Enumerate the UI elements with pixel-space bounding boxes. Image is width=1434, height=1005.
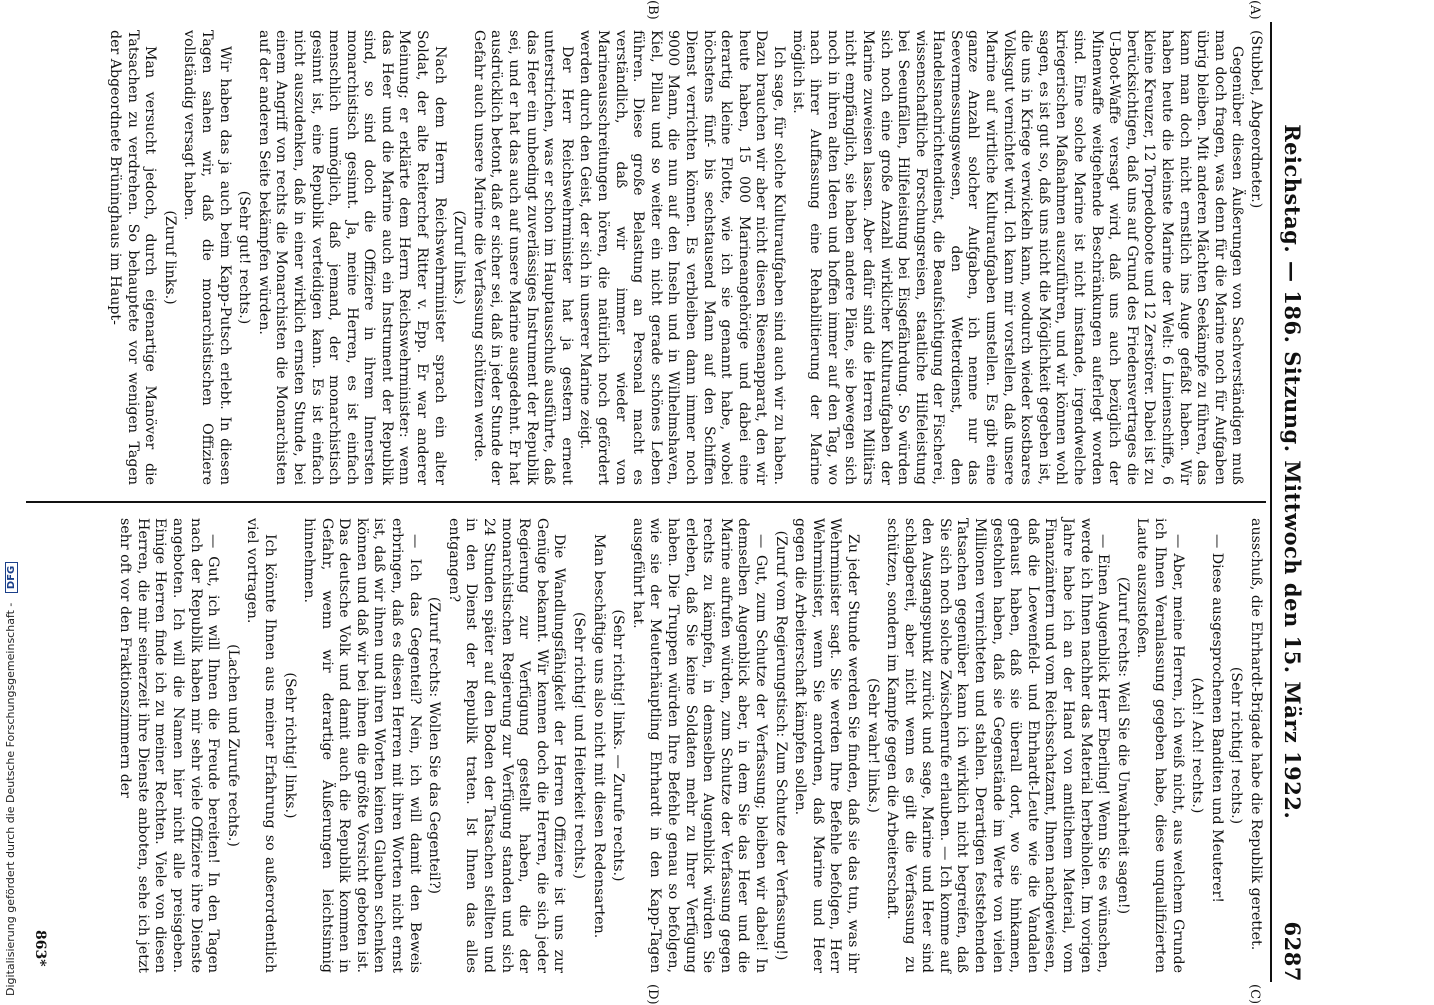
paragraph: Man versucht jedoch, durch eigenartige Manöver die Tatsachen zu verdrehen. So behauptete vor wenigen Tagen der Abgeordnete Brüninghaus im Haupt- bbox=[107, 30, 159, 485]
interjection: (Zuruf links.) bbox=[161, 210, 178, 305]
header-page-number: 6287 bbox=[1280, 921, 1306, 982]
paragraph: Wir haben das ja auch beim Kapp-Putsch erlebt. In diesen Tagen sahen wir, daß die monarchistischen Offiziere vollständig versagt haben. bbox=[181, 30, 233, 485]
interjection: (Sehr richtig! rechts.) bbox=[1228, 666, 1245, 825]
paragraph: Nach dem Herrn Reichswehrminister sprach ein alter Soldat, der alte Reiterchef Ritter v. Epp. Er war anderer Meinung; er erklärte dem Herrn Reichswehrminister: wenn das Heer und die Marine auch ein Instrument der Republik sind, so sind doch die Offiziere in ihrem Innersten monarchistisch gesinnt. Ja, meine Herren, es ist einfach menschlich unmöglich, daß jemand, der monarchistisch gesinnt ist, eine Republik verteidigen kann. Es ist einfach nicht auszudenken, daß in einer wirklich ernsten Stunde, bei einem Angriff von rechts die Monarchisten die Monarchisten auf der anderen Seite bekämpfen würden. bbox=[255, 30, 448, 485]
page-header bbox=[1276, 22, 1310, 982]
interjection: (Sehr richtig! links.) bbox=[281, 672, 298, 819]
rotated-document-page bbox=[20, 0, 1310, 1005]
paragraph: — Einen Augenblick Herr Eberling! Wenn Sie es wünschen, werde ich Ihnen nachher das Material herbeiholen. Im vorigen Jahre habe ich an der Hand von amtlichem Material, vom Finanzämtern und vom Reichsschatzamt, Ihnen nachgewiesen, daß die Loewenfeld- und Ehrhardt-Leute wie die Vandalen gehaust haben, daß sie überall dort, wo sie hinkamen, gestohlen haben, daß sie Gegenstände im Werte von vielen Millionen vernichteten und stahlen. Derartigen feststehenden Tatsachen gegenüber kann ich wirklich nicht begreifen, daß Sie sich noch solche Zwischenrufe erlauben. — Ich komme auf den Ausgangspunkt zurück und sage, Marine und Heer sind schlagbereit, aber nicht wenn es gilt die Verfassung zu schützen, sondern im Kampfe gegen die Arbeiterschaft. bbox=[884, 518, 1112, 973]
paragraph: — Aber, meine Herren, ich weiß nicht, aus welchem Grunde ich Ihnen Veranlassung gegeben habe, diese unqualifizierten Laute auszustoßen. bbox=[1134, 518, 1186, 973]
paragraph: Ich könnte Ihnen aus meiner Erfahrung so außerordentlich viel vortragen. bbox=[244, 518, 278, 973]
paragraph: — Ich das Gegenteil? Nein, ich will damit den Beweis erbringen, daß es diesen Herren mit ihren Worten nicht ernst ist, daß wir ihnen und ihren Worten keinen Glauben schenken können und daß wir bei ihnen die größte Vorsicht geboten ist. Das deutsche Volk und damit auch die Republik kommen in Gefahr, wenn wir derartige Äußerungen leichtsinnig hinnehmen. bbox=[301, 518, 423, 973]
paragraph: ausschuß, die Ehrhardt-Brigade habe die Republik gerettet. bbox=[1248, 518, 1264, 951]
footer-page-ref: 863* bbox=[32, 930, 48, 967]
left-column bbox=[104, 30, 1264, 485]
paragraph: Die Wandlungsfähigkeit der Herren Offiziere ist uns zur Genüge bekannt. Wir kennen doch die Herren, die sich jeder Regierung zur Verfügung gestellt haben, die der monarchistischen Regierung zur Verfügung standen und sich 24 Stunden später auf den Boden der Tatsachen stellten und in den Dienst der Republik traten. Ist Ihnen das alles entgangen? bbox=[445, 518, 568, 973]
margin-marker-b: (B) bbox=[645, 0, 660, 20]
header-rule bbox=[1270, 22, 1272, 982]
interjection: (Zuruf rechts: Weil Sie die Unwahrheit sagen!) bbox=[1114, 576, 1131, 915]
paragraph: — Gut, zum Schutze der Verfassung; bleiben wir dabei! In demselben Augenblick aber, in dem Sie das Heer und die Marine aufrufen würden, zum Schutze der Verfassung gegen rechts zu kämpfen, in demselben Augenblick würden Sie erleben, daß Sie keine Soldaten mehr zu Ihrer Verfügung haben. Die Truppen würden Ihre Befehle genau so befolgen, wie sie der Meuterhäuptling Ehrhardt in den Kapp-Tagen ausgeführt hat. bbox=[629, 518, 769, 973]
paragraph: Gegenüber diesen Äußerungen von Sachverständigen muß man doch fragen, was denn für die Marine noch für Aufgaben übrig bleiben. Mit anderen Mächten Seekämpfe zu führen, das kann man doch nicht ernstlich ins Auge gefaßt haben. Wir haben heute die kleinste Marine der Welt: 6 Linienschiffe, 6 kleine Kreuzer, 12 Torpedoboote und 12 Zerstörer. Dabei ist zu berücksichtigen, daß uns auf Grund des Friedensvertrages die U-Boot-Waffe versagt wird, daß uns auch bezüglich der Minenwaffe weitgehende Beschränkungen auferlegt worden sind. Eine solche Marine ist nicht imstande, irgendwelche kriegerischen Maßnahmen auszuführen, und wir können wohl sagen, es ist gut so, daß uns nicht die Möglichkeit gegeben ist, die uns in Kriege verwickeln kann, wodurch wieder kostbares Volksgut vernichtet wird. Ich kann mir vorstellen, daß unsere Marine auf wirtliche Kulturaufgaben umstellen. Es gibt eine ganze Anzahl solcher Aufgaben, ich nenne nur das Seevermessungswesen, den Wetterdienst, den Handelsnachrichtendienst, die Beaufsichtigung der Fischerei, wissenschaftliche Forschungsreisen, staatliche Hilfeleistung bei Seeunfällen, Hilfeleistung bei Eisgefährdung. So würden sich noch eine große Anzahl wirklicher Kulturaufgaben der Marine zuweisen lassen. Aber dafür sind die Herren Militärs nicht empfänglich, sie haben andere Pläne, sie bewegen sich noch in ihren alten Ideen und hoffen immer auf den Tag, wo nach ihrer Auffassung eine Rehabilitierung der Marine möglich ist. bbox=[789, 30, 1246, 485]
interjection: (Ach! Ach! rechts.) bbox=[1189, 677, 1206, 814]
column-divider bbox=[26, 501, 1266, 503]
interjection: (Zuruf rechts: Wollen Sie das Gegenteil?) bbox=[426, 596, 443, 895]
interjection: (Sehr wahr! links.) bbox=[864, 678, 881, 813]
paragraph: Ich sage, für solche Kulturaufgaben sind auch wir zu haben. Dazu brauchen wir aber nicht diesen Riesenapparat, den wir heute haben, 15 000 Marineangehörige und dabei eine derartig kleine Flotte, wie ich sie genannt habe, wobei höchstens fünf- bis sechstausend Mann auf den Schiffen Dienst verrichten können. Es verbleiben dann immer noch 9000 Mann, die nun auf den Inseln und in Wilhelmshaven, Kiel, Pillau und so weiter ein nicht gerade schönes Leben führen. Diese große Belastung an Personal macht es verständlich, daß wir immer wieder von Marineausschreitungen hören, die natürlich noch gefördert werden durch den Geist, der sich in unserer Marine zeigt. bbox=[577, 30, 787, 485]
interjection: (Lachen und Zurufe rechts.) bbox=[224, 644, 241, 847]
digitization-credit-text: Digitalisierung gefördert durch die Deutsche Forschungsgemeinschaft - bbox=[4, 602, 17, 996]
margin-marker-c: (C) bbox=[1247, 984, 1262, 1005]
digitization-credit bbox=[4, 562, 18, 996]
paragraph: Man beschäftige uns also nicht mit diesen Redensarten. bbox=[590, 534, 607, 939]
margin-marker-d: (D) bbox=[645, 984, 660, 1005]
interjection: (Zuruf links.) bbox=[451, 210, 468, 305]
margin-marker-a: (A) bbox=[1247, 0, 1262, 20]
paragraph: (Stubbel, Abgeordneter.) bbox=[1248, 30, 1264, 209]
paragraph: Der Herr Reichswehrminister hat ja gestern erneut unterstrichen, was er schon im Hauptausschuß ausführte, daß das Heer ein unbedingt zuverlässiges Instrument der Republik sei, und er hat das auch auf unsere Marine ausgedehnt. Er hat ausdrücklich betont, daß er sicher sei, daß in jeder Stunde der Gefahr auch unsere Marine die Verfassung schützen werde. bbox=[470, 30, 575, 485]
right-column bbox=[115, 518, 1264, 973]
interjection: (Zuruf vom Regierungstisch: Zum Schutze der Verfassung!) bbox=[772, 530, 789, 961]
paragraph: — Diese ausgesprochenen Banditen und Meuterer! bbox=[1208, 534, 1225, 903]
interjection: (Sehr richtig! links. — Zurufe rechts.) bbox=[610, 609, 627, 882]
header-title: Reichstag. — 186. Sitzung. Mittwoch den 15. März 1922. bbox=[1280, 124, 1306, 820]
dfg-logo: DFG bbox=[5, 562, 18, 593]
interjection: (Sehr gut! rechts.) bbox=[236, 190, 253, 325]
interjection: (Sehr richtig! und Heiterkeit rechts.) bbox=[571, 611, 588, 880]
paragraph: — Gut, ich will Ihnen die Freude bereiten! In den Tagen nach der Republik haben mir sehr viele Offiziere ihre Dienste angeboten. Ich will die Namen hier nicht alle preisgeben. Einige Herren finde ich zu meiner Rechten. Viele von diesen Herren, die mir seinerzeit ihre Dienste anboten, sehe ich jetzt sehr oft vor den Fraktionszimmern der bbox=[117, 518, 222, 973]
paragraph: Zu jeder Stunde werden Sie finden, daß sie das tun, was ihr Wehrminister sagt. Sie werden Ihre Befehle befolgen, Herr Wehrminister, wenn Sie anordnen, daß Marine und Heer gegen die Arbeiterschaft kämpfen sollen. bbox=[792, 518, 861, 973]
